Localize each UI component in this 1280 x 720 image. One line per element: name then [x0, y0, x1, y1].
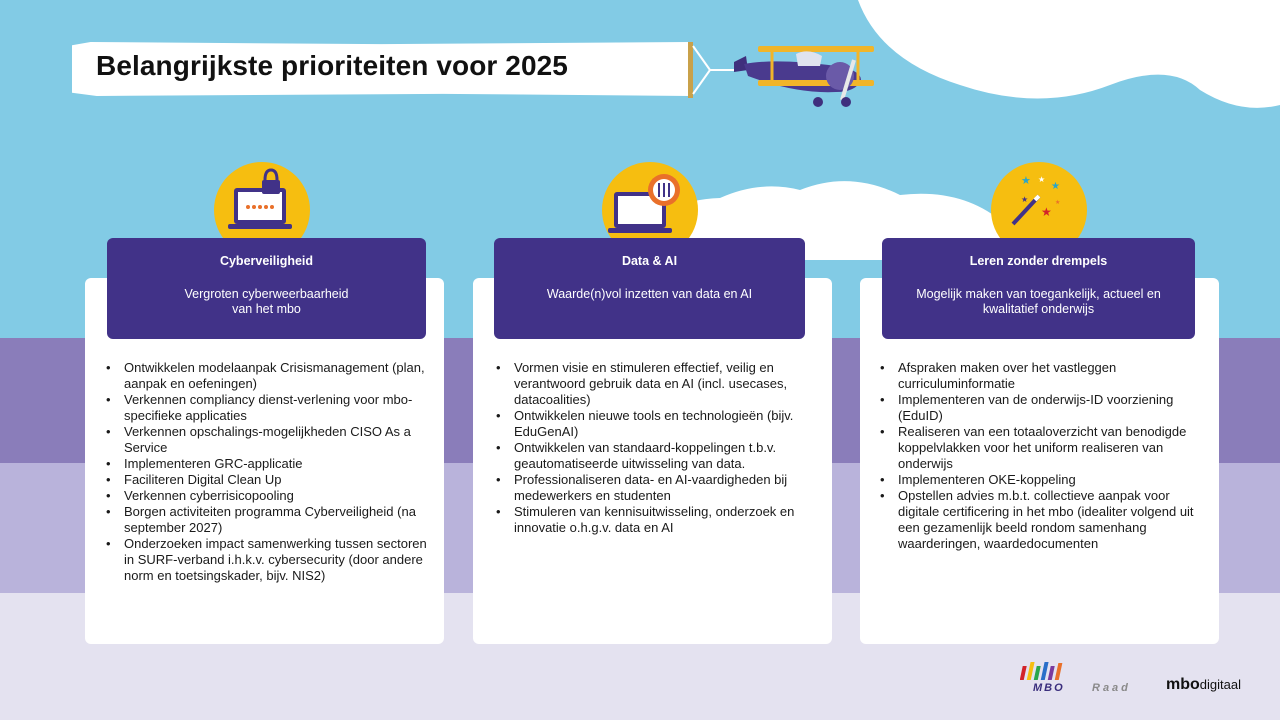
- list-item: • Implementeren GRC-applicatie: [106, 456, 428, 472]
- list-item: • Implementeren OKE-koppeling: [880, 472, 1198, 488]
- svg-text:★: ★: [1041, 205, 1052, 219]
- svg-text:★: ★: [1021, 195, 1029, 204]
- list-item: • Ontwikkelen van standaard-koppelingen t.b.v. geautomatiseerde uitwisseling van data.: [496, 440, 808, 472]
- card-title: Cyberveiligheid: [219, 254, 314, 268]
- list-item: • Vormen visie en stimuleren effectief, veilig en verantwoord gebruik data en AI (incl. usecases, datacoalities): [496, 360, 808, 408]
- list-item: • Borgen activiteiten programma Cyberveiligheid (na september 2027): [106, 504, 428, 536]
- card-title: Leren zonder drempels: [969, 254, 1108, 268]
- card-header-cyberveiligheid: [107, 238, 426, 339]
- card-header-data-ai: [494, 238, 805, 339]
- list-item: • Opstellen advies m.b.t. collectieve aanpak voor digitale certificering in het mbo (idealiter volgend uit een gezamenlijk beeld rondom samenhang waarderingen, waardedocumenten: [880, 488, 1198, 552]
- list-item: • Verkennen compliancy dienst-verlening voor mbo-specifieke applicaties: [106, 392, 428, 424]
- list-item: • Afspraken maken over het vastleggen curriculuminformatie: [880, 360, 1198, 392]
- list-item: • Verkennen cyberrisicopooling: [106, 488, 428, 504]
- list-item: • Onderzoeken impact samenwerking tussen sectoren in SURF-verband i.h.k.v. cybersecurity (door andere norm en toetsingskader, bijv. NIS2): [106, 536, 428, 584]
- page-title: Belangrijkste prioriteiten voor 2025: [96, 50, 568, 81]
- airplane-illustration: [686, 36, 896, 116]
- list-item: • Verkennen opschalings-mogelijkheden CISO As a Service: [106, 424, 428, 456]
- card-header-leren-zonder-drempels: [882, 238, 1195, 339]
- svg-text:★: ★: [1038, 175, 1046, 184]
- card-subtitle: Waarde(n)vol inzetten van data en AI: [546, 287, 753, 301]
- mbo-raad-logo-text: MBO: [1033, 682, 1065, 694]
- card-list-cyberveiligheid: [106, 360, 428, 584]
- list-item: • Ontwikkelen modelaanpak Crisismanagement (plan, aanpak en oefeningen): [106, 360, 428, 392]
- svg-text:★: ★: [1021, 174, 1031, 187]
- list-item: • Ontwikkelen nieuwe tools en technologieën (bijv. EduGenAI): [496, 408, 808, 440]
- card-subtitle: Mogelijk maken van toegankelijk, actueel en kwalitatief onderwijs: [916, 287, 1161, 316]
- list-item: • Realiseren van een totaaloverzicht van benodigde koppelvlakken voor het uniform realiseren van onderwijs: [880, 424, 1198, 472]
- card-list-data-ai: [496, 360, 808, 536]
- list-item: • Stimuleren van kennisuitwisseling, onderzoek en innovatie o.h.g.v. data en AI: [496, 504, 808, 536]
- list-item: • Implementeren van de onderwijs-ID voorziening (EduID): [880, 392, 1198, 424]
- card-subtitle: Vergroten cyberweerbaarheid van het mbo: [184, 287, 349, 316]
- mbo-raad-logo-icon: [1020, 660, 1070, 684]
- svg-text:★: ★: [1055, 199, 1061, 206]
- mbo-raad-logo-text-raad: Raad: [1092, 682, 1131, 694]
- svg-text:★: ★: [1051, 181, 1060, 192]
- list-item: • Professionaliseren data- en AI-vaardigheden bij medewerkers en studenten: [496, 472, 808, 504]
- card-list-leren-zonder-drempels: [880, 360, 1198, 552]
- card-title: Data & AI: [621, 254, 678, 268]
- mbo-digitaal-logo: mbodigitaal: [1166, 676, 1241, 693]
- list-item: • Faciliteren Digital Clean Up: [106, 472, 428, 488]
